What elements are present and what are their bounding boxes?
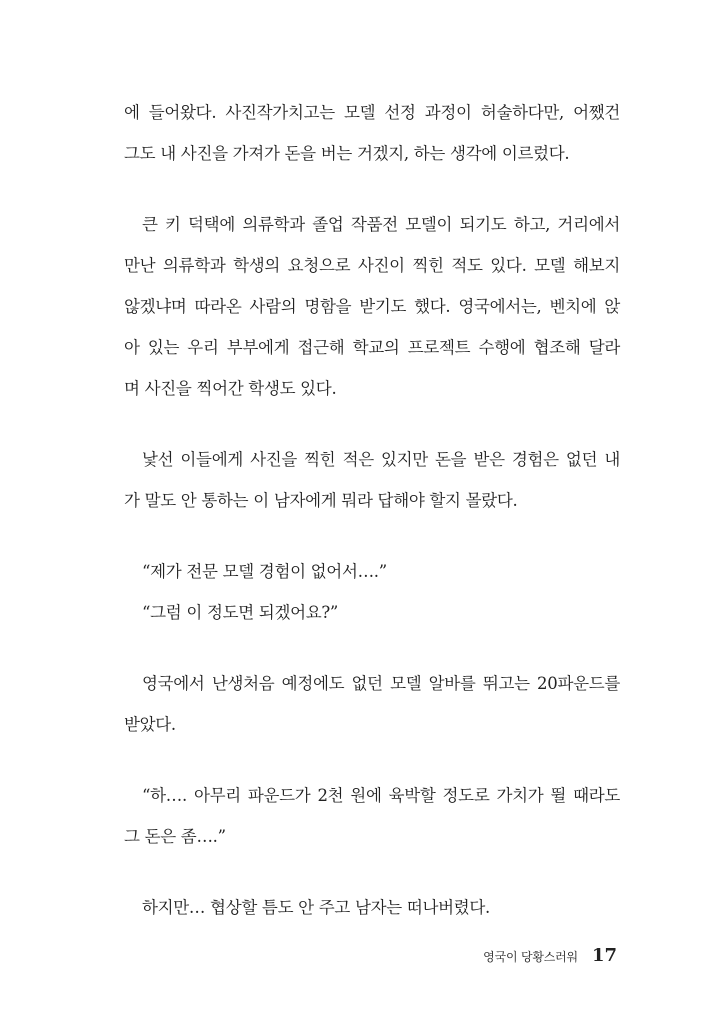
text-line: 그도 내 사진을 가져가 돈을 버는 거겠지, 하는 생각에 이르렀다. xyxy=(124,144,570,163)
dialogue-line: “제가 전문 모델 경험이 없어서….” xyxy=(142,562,387,581)
dialogue-line: “그럼 이 정도면 되겠어요?” xyxy=(142,603,339,622)
text-line: 큰 키 덕택에 의류학과 졸업 작품전 모델이 되기도 하고, 거리에서 xyxy=(142,215,620,234)
page-footer xyxy=(483,945,617,966)
paragraph-5 xyxy=(124,663,620,745)
text-line: 만난 의류학과 학생의 요청으로 사진이 찍힌 적도 있다. 모델 해보지 xyxy=(124,256,620,275)
text-line: 영국에서 난생처음 예정에도 없던 모델 알바를 뛰고는 20파운드를 xyxy=(142,674,620,693)
paragraph-6-dialogue xyxy=(124,775,620,857)
dialogue-line: “하…. 아무리 파운드가 2천 원에 육박할 정도로 가치가 뛸 때라도 xyxy=(142,786,620,805)
text-line: 며 사진을 찍어간 학생도 있다. xyxy=(124,379,337,398)
paragraph-7 xyxy=(124,887,620,928)
paragraph-2 xyxy=(124,204,620,409)
paragraph-1 xyxy=(124,92,620,174)
text-line: 아 있는 우리 부부에게 접근해 학교의 프로젝트 수행에 협조해 달라 xyxy=(124,338,620,357)
paragraph-4-dialogue xyxy=(124,551,620,633)
paragraph-3 xyxy=(124,439,620,521)
text-line: 에 들어왔다. 사진작가치고는 모델 선정 과정이 허술하다만, 어쨌건 xyxy=(124,103,620,122)
text-line: 않겠냐며 따라온 사람의 명함을 받기도 했다. 영국에서는, 벤치에 앉 xyxy=(124,297,620,316)
text-line: 가 말도 안 통하는 이 남자에게 뭐라 답해야 할지 몰랐다. xyxy=(124,491,518,510)
running-title: 영국이 당황스러워 xyxy=(483,950,578,964)
body-text xyxy=(124,92,620,928)
text-line: 받았다. xyxy=(124,715,176,734)
text-line: 낯선 이들에게 사진을 찍힌 적은 있지만 돈을 받은 경험은 없던 내 xyxy=(142,450,620,469)
text-line: 하지만… 협상할 틈도 안 주고 남자는 떠나버렸다. xyxy=(142,898,490,917)
page-number: 17 xyxy=(591,945,617,966)
dialogue-line: 그 돈은 좀….” xyxy=(124,827,226,846)
